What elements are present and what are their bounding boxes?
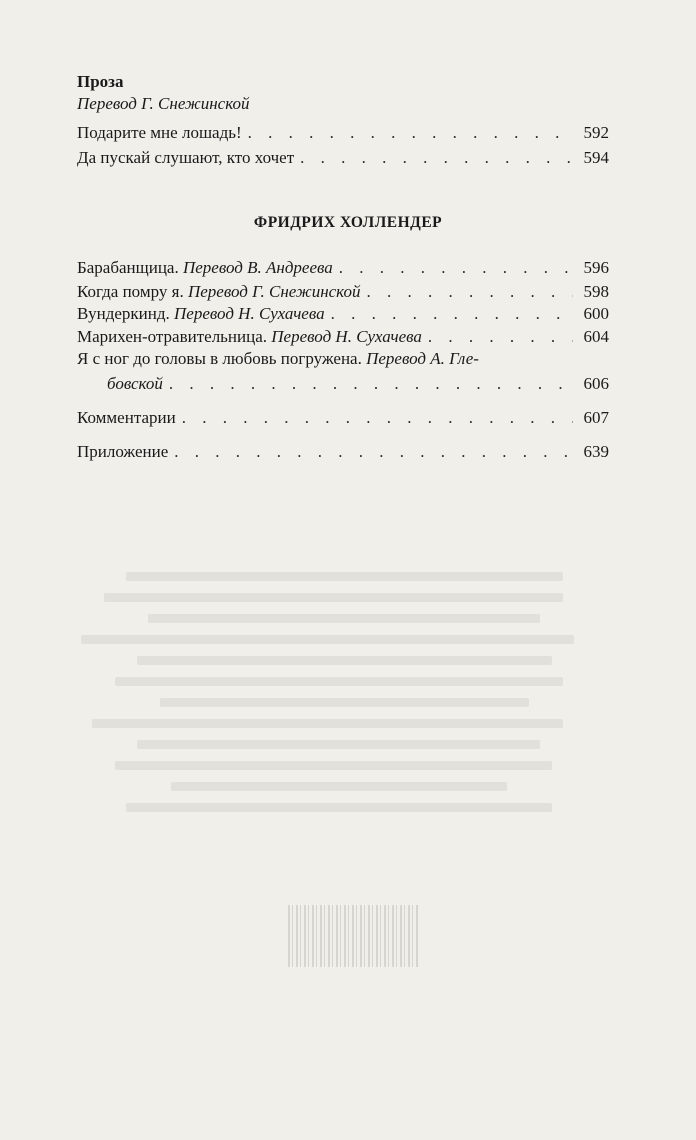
toc-leader (367, 280, 574, 303)
toc-entry-page: 607 (583, 408, 609, 427)
toc-entry (77, 256, 609, 279)
toc-entry (77, 280, 609, 303)
toc-leader (248, 121, 573, 144)
toc-leader (174, 440, 573, 463)
toc-entry-page: 594 (583, 148, 609, 167)
toc-entry-page: 592 (583, 123, 609, 142)
toc-entry-page: 600 (583, 304, 609, 323)
toc-entry-page: 598 (583, 282, 609, 301)
author-heading: ФРИДРИХ ХОЛЛЕНДЕР (253, 214, 443, 231)
barcode-bleed-through (288, 905, 418, 967)
toc-entry (77, 325, 609, 348)
toc-leader (300, 146, 573, 169)
toc-entry-title: Я с ног до головы в любовь погружена. Перевод А. Гле- (77, 349, 479, 368)
toc-entry-translator: Перевод Н. Сухачева (271, 327, 422, 346)
toc-entry-page: 639 (583, 442, 609, 461)
toc-entry-title: Вундеркинд. Перевод Н. Сухачева (77, 304, 325, 323)
toc-entry (107, 372, 609, 395)
toc-entry-title: Приложение (77, 442, 169, 461)
toc-leader (339, 256, 573, 279)
toc-entry-title: Подарите мне лошадь! (77, 123, 242, 142)
toc-entry-translator: Перевод А. Гле- (366, 349, 479, 368)
toc-entry (77, 121, 609, 144)
toc-entry-translator: Перевод Г. Снежинской (187, 282, 361, 301)
toc-entry-title: Комментарии (77, 408, 176, 427)
toc-entry-translator: Перевод В. Андреева (182, 258, 333, 277)
toc-leader (331, 302, 573, 325)
toc-entry-page: 596 (583, 258, 609, 277)
toc-leader (169, 372, 573, 395)
toc-entry-translator-cont: бовской (107, 374, 163, 393)
section-translator: Перевод Г. Снежинской (77, 94, 250, 113)
toc-entry-title: Марихен-отравительница. Перевод Н. Сухачева (77, 327, 422, 346)
toc-entry-page: 606 (583, 374, 609, 393)
toc-entry-title: Да пускай слушают, кто хочет (77, 148, 295, 167)
toc-entry (77, 440, 609, 463)
toc-entry (77, 146, 609, 169)
toc-entry-title: Барабанщица. Перевод В. Андреева (77, 258, 333, 277)
toc-entry-translator: Перевод Н. Сухачева (174, 304, 325, 323)
toc-leader (428, 325, 573, 348)
toc-entry (77, 406, 609, 429)
toc-entry-page: 604 (583, 327, 609, 346)
section-heading-prose: Проза (77, 72, 124, 91)
toc-entry (77, 302, 609, 325)
toc-leader (182, 406, 573, 429)
toc-entry-title: Когда помру я. Перевод Г. Снежинской (77, 282, 361, 301)
bleed-through-texture (70, 560, 630, 940)
